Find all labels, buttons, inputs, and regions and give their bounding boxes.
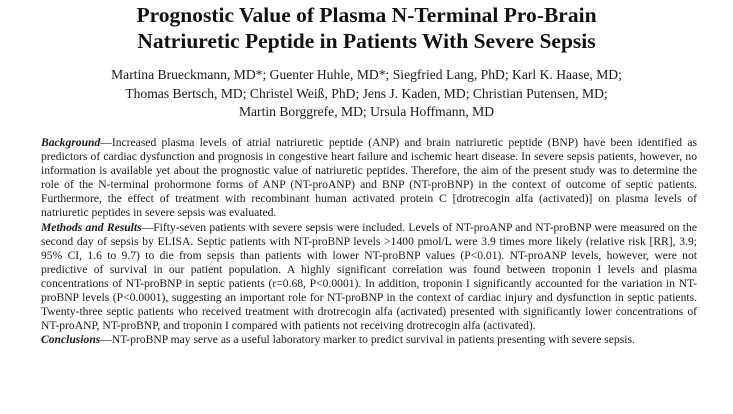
abstract	[41, 136, 697, 347]
author-line-3: Martin Borggrefe, MD; Ursula Hoffmann, MD	[238, 104, 495, 119]
author-line-1: Martina Brueckmann, MD*; Guenter Huhle, MD*; Siegfried Lang, PhD; Karl K. Haase, MD;	[111, 67, 622, 82]
background-label: Background	[41, 136, 101, 149]
conclusions-label: Conclusions	[41, 333, 101, 347]
article-title-line-2: Natriuretic Peptide in Patients With Severe Sepsis	[137, 29, 596, 53]
article-title-line-1: Prognostic Value of Plasma N-Terminal Pro-Brain	[136, 3, 597, 27]
author-list	[0, 66, 733, 122]
abstract-conclusions	[41, 333, 697, 347]
article-title	[0, 2, 733, 54]
abstract-background	[41, 136, 697, 221]
abstract-methods-results	[41, 221, 697, 334]
methods-label: Methods and Results	[41, 220, 142, 234]
methods-text: —Fifty-seven patients with severe sepsis were included. Levels of NT-proANP and NT-proBNP were measured on the second day of sepsis by ELISA. Septic patients with NT-proBNP levels >1400 pmol/L were 3.9 times more likely (relative risk [RR], 3.9; 95% CI, 1.6 to 9.7) to die from sepsis than patients with lower NT-proBNP values (P<0.01). NT-proANP levels, however, were not predictive of survival in our patient population. A highly significant correlation was found between troponin I levels and plasma concentrations of NT-proBNP in septic patients (r=0.68, P<0.0001). In addition, troponin I significantly accounted for the variation in NT-proBNP levels (P<0.0001), suggesting an important role for NT-proBNP in the context of cardiac injury and dysfunction in septic patients. Twenty-three septic patients who received treatment with drotrecogin alfa (activated) presented with significantly lower concentrations of NT-proANP, NT-proBNP, and troponin I compared with patients not receiving drotrecogin alfa (activated).	[41, 220, 697, 333]
conclusions-text: —NT-proBNP may serve as a useful laboratory marker to predict survival in patients presenting with severe sepsis.	[100, 333, 635, 347]
background-text: —Increased plasma levels of atrial natriuretic peptide (ANP) and brain natriuretic peptide (BNP) have been identified as predictors of cardiac dysfunction and prognosis in congestive heart failure and ischemic heart disease. In severe sepsis patients, however, no information is available yet about the prognostic value of natriuretic peptides. Therefore, the aim of the present study was to determine the role of the N-terminal prohormone forms of ANP (NT-proANP) and BNP (NT-proBNP) in the context of outcome of septic patients. Furthermore, the effect of treatment with recombinant human activated protein C [drotrecogin alfa (activated)] on plasma levels of natriuretic peptides in severe sepsis was evaluated.	[41, 136, 697, 220]
author-line-2: Thomas Bertsch, MD; Christel Weiß, PhD; Jens J. Kaden, MD; Christian Putensen, MD;	[125, 85, 608, 101]
